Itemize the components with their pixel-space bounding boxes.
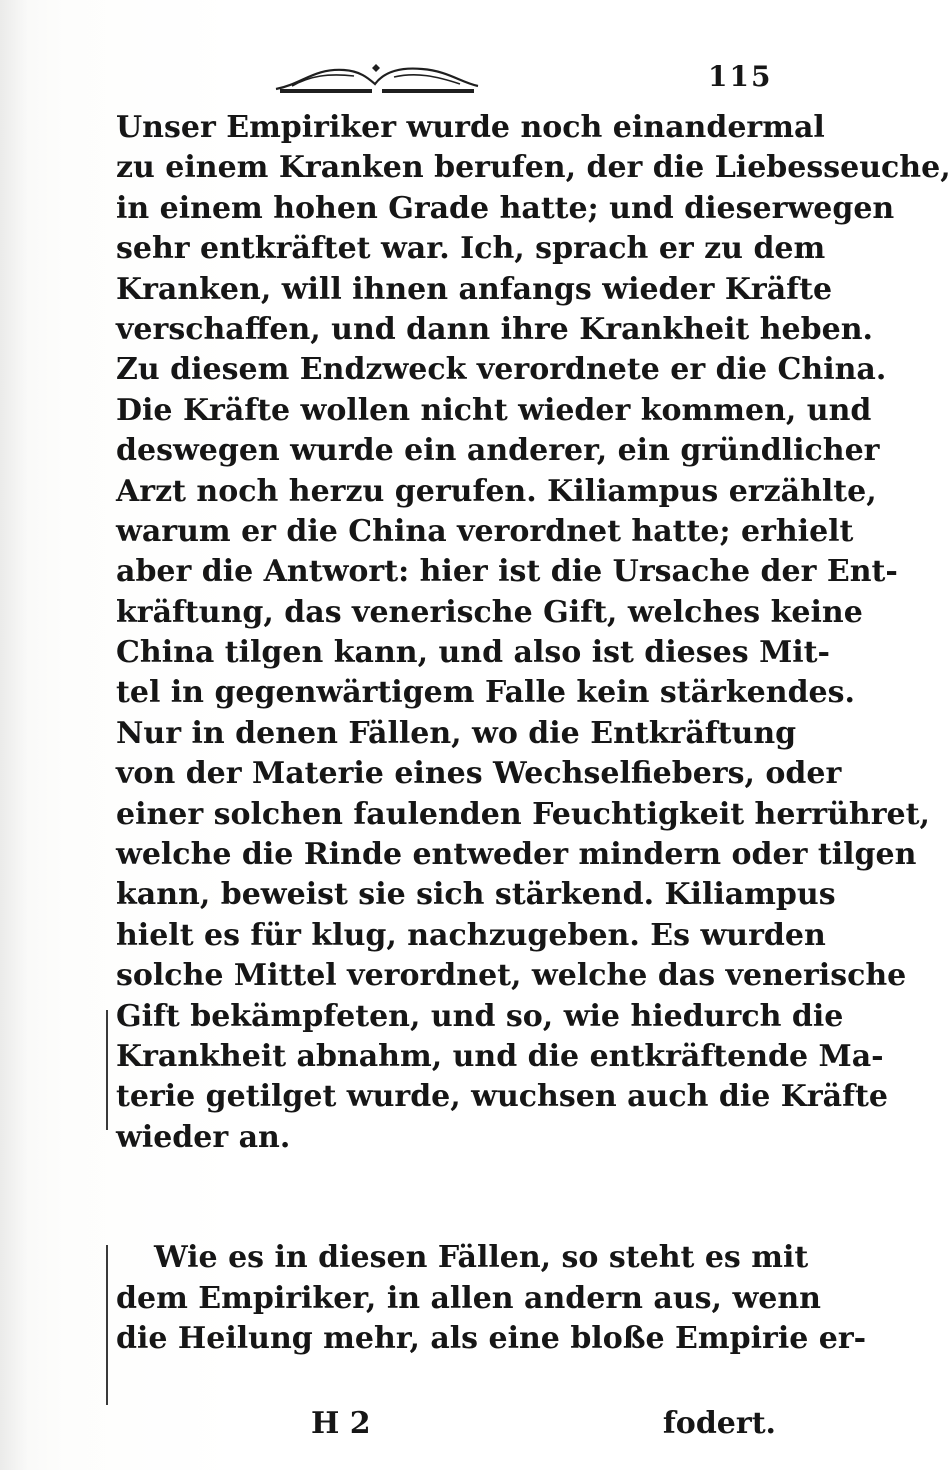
header-ornament [272,62,482,96]
text-line: Nur in denen Fällen, wo die Entkräftung [116,715,797,751]
left-margin-mark [106,1245,108,1405]
text-line: Wie es in diesen Fällen, so steht es mit [154,1240,809,1276]
text-line: von der Materie eines Wechselfiebers, oder [116,756,842,792]
text-line: kann, beweist sie sich stärkend. Kiliampus [116,877,836,913]
text-line: verschaffen, und dann ihre Krankheit heben. [116,311,873,347]
text-line: Arzt noch herzu gerufen. Kiliampus erzählte, [116,473,877,509]
text-line: warum er die China verordnet hatte; erhielt [116,513,854,549]
page-footer [116,1406,776,1446]
text-line: kräftung, das venerische Gift, welches keine [116,594,863,630]
catchword: fodert. [662,1406,776,1441]
text-line: Gift bekämpfeten, und so, wie hiedurch die [116,998,844,1034]
signature-mark: H 2 [311,1406,371,1441]
page-number: 115 [708,60,773,93]
text-line: China tilgen kann, und also ist dieses Mit- [116,635,830,671]
text-line: einer solchen faulenden Feuchtigkeit herrühret, [116,796,930,832]
paragraph-gap [116,1158,776,1238]
text-line: deswegen wurde ein anderer, ein gründlicher [116,433,880,469]
text-line: Kranken, will ihnen anfangs wieder Kräfte [116,271,833,307]
text-line: welche die Rinde entweder mindern oder tilgen [116,837,917,873]
text-line: dem Empiriker, in allen andern aus, wenn [116,1280,821,1316]
text-line: zu einem Kranken berufen, der die Liebesseuche, [116,150,951,186]
text-line: tel in gegenwärtigem Falle kein stärkendes. [116,675,855,711]
text-line: Zu diesem Endzweck verordnete er die China. [116,352,887,388]
text-line: wieder an. [116,1119,291,1155]
text-line: sehr entkräftet war. Ich, sprach er zu dem [116,231,826,267]
text-line: die Heilung mehr, als eine bloße Empirie er- [116,1320,867,1356]
text-line: solche Mittel verordnet, welche das venerische [116,958,907,994]
text-line: terie getilget wurde, wuchsen auch die Kräfte [116,1079,888,1115]
gutter-shadow [0,0,28,1470]
text-line: Krankheit abnahm, und die entkräftende Ma- [116,1038,884,1074]
left-margin-mark [106,1010,108,1130]
text-line: in einem hohen Grade hatte; und dieserwegen [116,190,895,226]
text-line: Die Kräfte wollen nicht wieder kommen, und [116,392,872,428]
main-text [116,108,951,1359]
text-line: hielt es für klug, nachzugeben. Es wurden [116,917,826,953]
text-line: Unser Empiriker wurde noch einandermal [116,110,825,145]
text-line: aber die Antwort: hier ist die Ursache der Ent- [116,554,898,590]
